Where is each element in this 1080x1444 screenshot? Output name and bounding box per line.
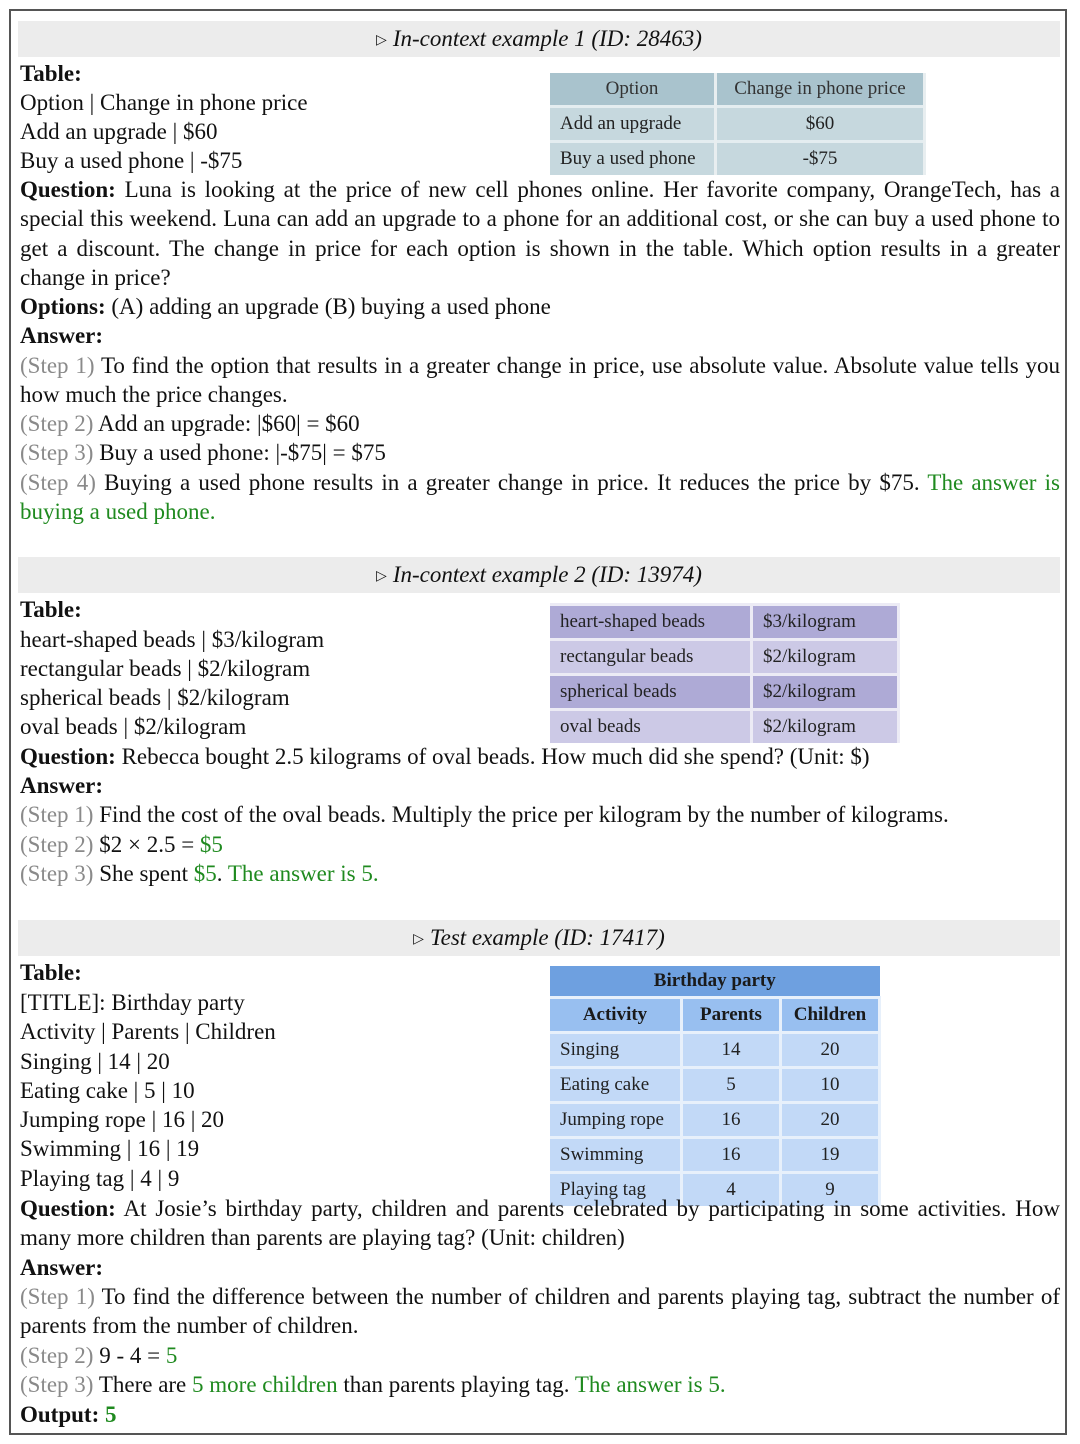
step-label: (Step 1) — [20, 802, 94, 827]
step-label: (Step 2) — [20, 1343, 94, 1368]
table-cell: Buy a used phone — [550, 142, 716, 176]
beads-price-table — [550, 603, 900, 743]
table-label: Table: — [20, 960, 82, 985]
answer-label: Answer: — [20, 323, 104, 348]
question-line — [20, 742, 870, 771]
step-3 — [20, 438, 386, 467]
answer-label: Answer: — [20, 773, 104, 798]
question-label: Question: — [20, 744, 116, 769]
table-text-line: Eating cake | 5 | 10 — [20, 1078, 195, 1103]
example-2-section — [18, 557, 1060, 907]
table-title: Birthday party — [550, 966, 880, 998]
step-3 — [20, 1370, 726, 1399]
step-text: Add an upgrade: |$60| = $60 — [97, 411, 360, 436]
question-text: Rebecca bought 2.5 kilograms of oval beads. How much did she spend? (Unit: $) — [121, 744, 870, 769]
table-row — [550, 640, 899, 675]
triangle-right-icon: ▷ — [413, 932, 424, 947]
result-highlight: $5 — [193, 861, 217, 886]
table-cell: 14 — [682, 1033, 781, 1068]
question-text: Luna is looking at the price of new cell phones online. Her favorite company, OrangeTech, has a special this weekend. Luna can add an upgrade to a phone for an additional cost, or she can buy a used phone to get a discount. The change in price for each option is shown in the table. Which option results in a greater change in price? — [20, 177, 1061, 290]
question-paragraph — [20, 175, 1060, 292]
step-text: There are — [98, 1372, 187, 1397]
table-cell: 9 — [781, 1173, 880, 1207]
table-text-line: Activity | Parents | Children — [20, 1019, 276, 1044]
table-row — [550, 1138, 880, 1173]
options-text: (A) adding an upgrade (B) buying a used phone — [111, 294, 551, 319]
step-text: She spent — [99, 861, 189, 886]
table-label: Table: — [20, 61, 82, 86]
step-text: Buy a used phone: |-$75| = $75 — [99, 440, 386, 465]
table-cell: rectangular beads — [550, 640, 752, 675]
table-cell: Eating cake — [550, 1068, 682, 1103]
column-header: Children — [781, 998, 880, 1033]
step-4 — [20, 468, 1060, 527]
step-text: $2 × 2.5 = — [99, 832, 195, 857]
table-text-line: rectangular beads | $2/kilogram — [20, 656, 311, 681]
table-row — [550, 107, 925, 142]
step-label: (Step 2) — [20, 832, 94, 857]
column-header: Option — [550, 73, 716, 107]
step-1 — [20, 351, 1060, 410]
test-example-header — [18, 920, 1060, 956]
options-line — [20, 292, 551, 321]
example-1-header — [18, 21, 1060, 57]
step-label: (Step 2) — [20, 411, 94, 436]
example-2-title: In-context example 2 (ID: 13974) — [392, 562, 702, 587]
table-cell: 4 — [682, 1173, 781, 1207]
table-cell: 10 — [781, 1068, 880, 1103]
table-text-line: Jumping rope | 16 | 20 — [20, 1107, 225, 1132]
table-text-line: Add an upgrade | $60 — [20, 119, 218, 144]
table-row — [550, 1103, 880, 1138]
table-text-line: Buy a used phone | -$75 — [20, 148, 243, 173]
step-2 — [20, 830, 223, 859]
example-2-header — [18, 557, 1060, 593]
step-2 — [20, 409, 360, 438]
table-cell: heart-shaped beads — [550, 605, 752, 640]
triangle-right-icon: ▷ — [376, 569, 387, 584]
birthday-party-table — [550, 966, 881, 1206]
step-label: (Step 3) — [20, 861, 94, 886]
question-label: Question: — [20, 177, 116, 202]
phone-price-table — [550, 73, 926, 175]
step-label: (Step 3) — [20, 440, 94, 465]
step-text: Find the cost of the oval beads. Multiply the price per kilogram by the number of kilograms. — [99, 802, 949, 827]
table-text-line: Singing | 14 | 20 — [20, 1049, 170, 1074]
options-label: Options: — [20, 294, 106, 319]
step-label: (Step 1) — [20, 1284, 95, 1309]
table-cell: oval beads — [550, 710, 752, 744]
table-cell: Playing tag — [550, 1173, 682, 1207]
table-cell: Add an upgrade — [550, 107, 716, 142]
question-label: Question: — [20, 1196, 116, 1221]
column-header: Change in phone price — [716, 73, 925, 107]
question-paragraph — [20, 1194, 1060, 1253]
table-cell: 16 — [682, 1103, 781, 1138]
final-answer-highlight: The answer is buying a used phone. — [20, 470, 1060, 525]
table-text-line: Swimming | 16 | 19 — [20, 1136, 200, 1161]
table-cell: 19 — [781, 1138, 880, 1173]
table-label: Table: — [20, 597, 82, 622]
table-text-line: [TITLE]: Birthday party — [20, 990, 245, 1015]
step-text: than parents playing tag. — [343, 1372, 570, 1397]
table-text-line: Playing tag | 4 | 9 — [20, 1166, 180, 1191]
output-label: Output: — [20, 1402, 100, 1427]
step-text: To find the option that results in a greater change in price, use absolute value. Absolute value tells you how much the price changes. — [20, 353, 1060, 408]
table-text-line: spherical beads | $2/kilogram — [20, 685, 290, 710]
result-highlight: 5 more children — [192, 1372, 338, 1397]
triangle-right-icon: ▷ — [376, 33, 387, 48]
table-cell: -$75 — [716, 142, 925, 176]
table-row — [550, 1068, 880, 1103]
step-text: Buying a used phone results in a greater change in price. It reduces the price by $75. — [104, 470, 920, 495]
answer-label: Answer: — [20, 1255, 104, 1280]
table-cell: 20 — [781, 1033, 880, 1068]
question-text: At Josie’s birthday party, children and parents celebrated by participating in some activities. How many more children than parents are playing tag? (Unit: children) — [20, 1196, 1060, 1251]
table-cell: 5 — [682, 1068, 781, 1103]
table-cell: $2/kilogram — [752, 640, 899, 675]
table-row — [550, 605, 899, 640]
step-text: 9 - 4 = — [99, 1343, 161, 1368]
table-cell: Singing — [550, 1033, 682, 1068]
table-cell: $2/kilogram — [752, 675, 899, 710]
table-row — [550, 142, 925, 176]
table-cell: spherical beads — [550, 675, 752, 710]
step-text: To find the difference between the number of children and parents playing tag, subtract the number of parents from the number of children. — [20, 1284, 1060, 1339]
table-text-line: Option | Change in phone price — [20, 90, 308, 115]
table-cell: $2/kilogram — [752, 710, 899, 744]
test-example-title: Test example (ID: 17417) — [429, 925, 665, 950]
step-1 — [20, 800, 949, 829]
table-cell: $3/kilogram — [752, 605, 899, 640]
figure-frame — [9, 9, 1067, 1435]
output-value: 5 — [105, 1402, 117, 1427]
result-highlight: 5 — [165, 1343, 178, 1368]
table-cell: Swimming — [550, 1138, 682, 1173]
table-cell: 20 — [781, 1103, 880, 1138]
step-3 — [20, 859, 379, 888]
table-row — [550, 710, 899, 744]
example-1-section — [18, 21, 1060, 541]
step-label: (Step 4) — [20, 470, 96, 495]
final-answer-highlight: The answer is 5. — [574, 1372, 726, 1397]
result-highlight: $5 — [199, 832, 223, 857]
table-row — [550, 1033, 880, 1068]
final-answer-highlight: The answer is 5. — [227, 861, 379, 886]
table-text-line: heart-shaped beads | $3/kilogram — [20, 627, 325, 652]
test-example-section — [18, 920, 1060, 1430]
step-text: . — [216, 861, 223, 886]
table-row — [550, 675, 899, 710]
column-header: Parents — [682, 998, 781, 1033]
table-cell: $60 — [716, 107, 925, 142]
table-text-line: oval beads | $2/kilogram — [20, 714, 247, 739]
output-line — [20, 1400, 117, 1429]
step-label: (Step 1) — [20, 353, 95, 378]
column-header: Activity — [550, 998, 682, 1033]
step-2 — [20, 1341, 177, 1370]
table-cell: Jumping rope — [550, 1103, 682, 1138]
step-label: (Step 3) — [20, 1372, 94, 1397]
table-cell: 16 — [682, 1138, 781, 1173]
example-1-title: In-context example 1 (ID: 28463) — [392, 26, 702, 51]
step-1 — [20, 1282, 1060, 1341]
